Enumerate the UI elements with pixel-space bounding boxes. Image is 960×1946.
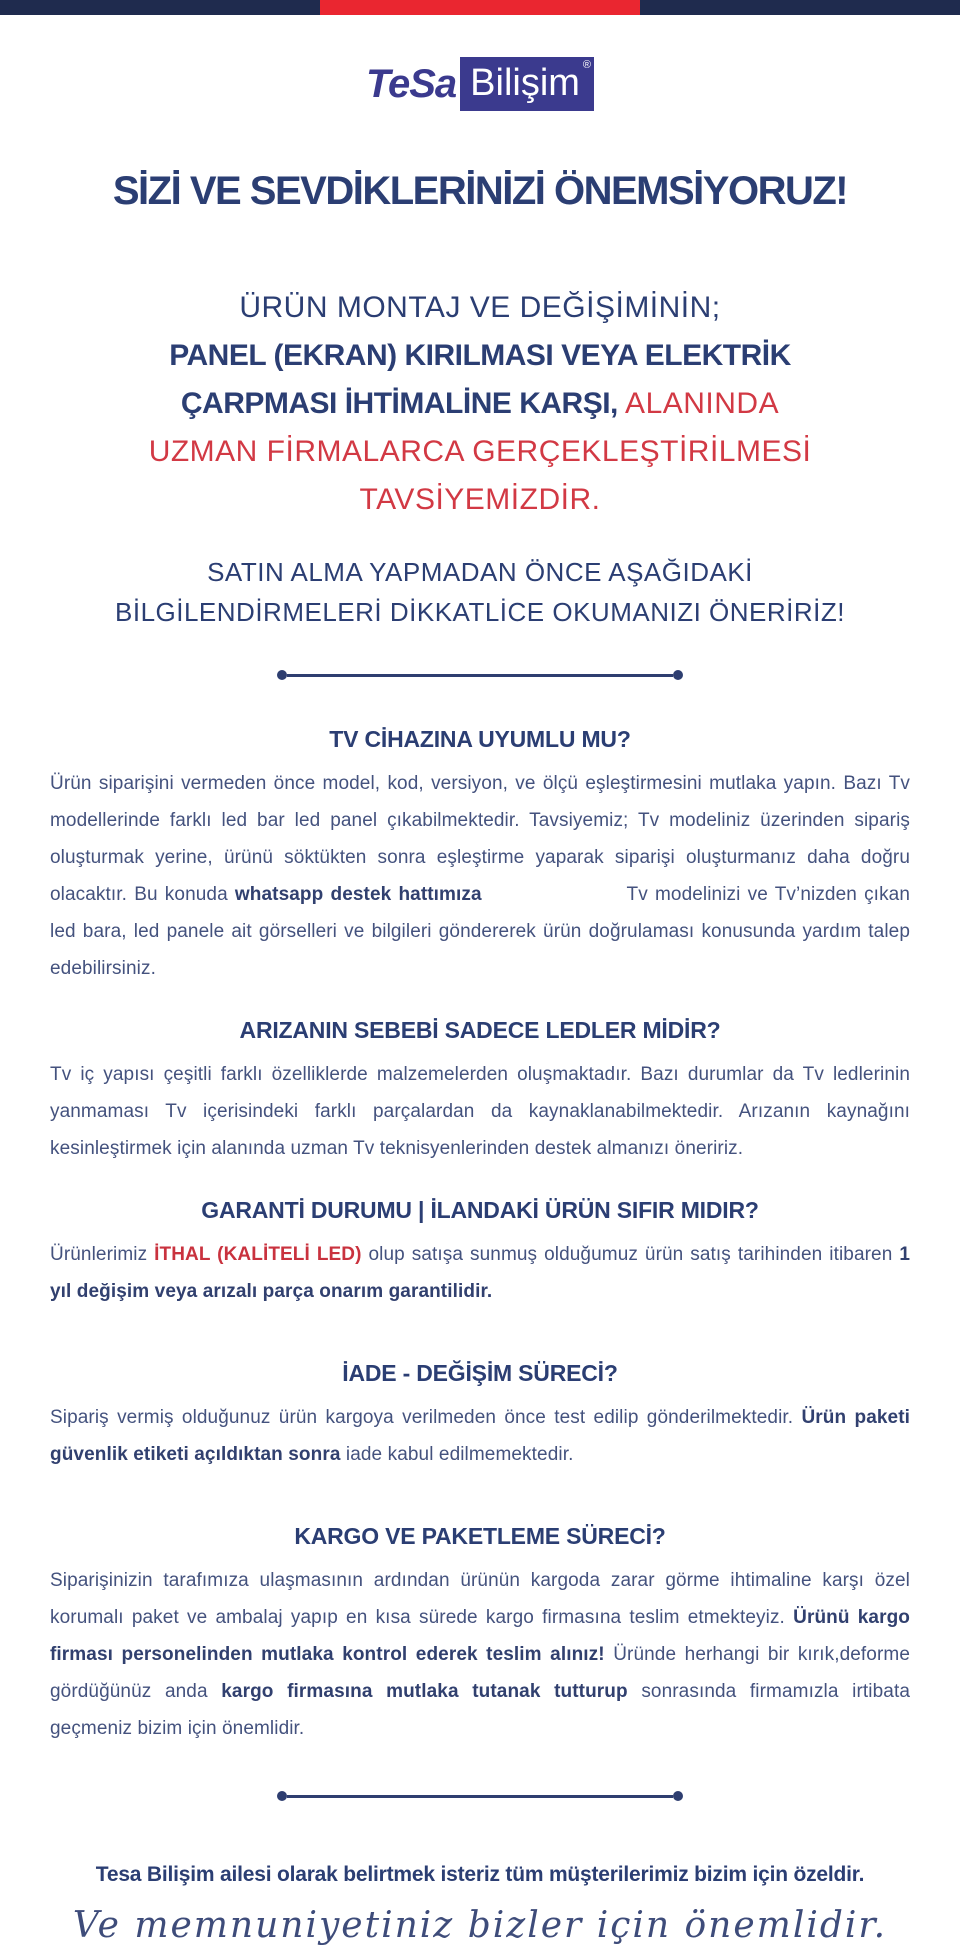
damage-report-bold-text: kargo firmasına mutlaka tutanak tutturup [221,1681,628,1702]
body-text: olup satışa sunmuş olduğumuz ürün satış tarihinden itibaren [361,1244,900,1265]
ithal-kaliteli-led-red-text: İTHAL (KALİTELİ LED) [154,1244,362,1265]
brand-logo-bilisim-text: Bilişim [470,62,580,104]
page-title: SİZİ VE SEVDİKLERİNİZİ ÖNEMSİYORUZ! [112,169,848,213]
inspect-delivery-bold-text: Ürünü kargo firması personelinden mutlaka kontrol ederek teslim alınız! [50,1607,910,1665]
hero-subtitle-line3-red: ALANINDA [617,387,780,420]
body-text: Tv modelinizi ve Tv’nizden çıkan led bara, led panele ait görselleri ve bilgileri göndererek ürün doğrulaması konusunda yardım talep edebilirsiniz. [50,884,910,979]
hero-subtitle-line4: UZMAN FİRMALARCA GERÇEKLEŞTİRİLMESİ [148,435,812,468]
body-text: Siparişinizin tarafımıza ulaşmasının ardından ürünün kargoda zarar görme ihtimaline karşı özel korumalı paket ve ambalaj yapıp en kısa sürede kargo firmasına teslim etmekteyiz. [50,1570,910,1628]
warranty-bold-text: 1 yıl değişim veya arızalı parça onarım garantilidir. [50,1244,910,1302]
divider-line [287,1795,673,1798]
footer-signature-script: Ve memnuniyetiniz bizler için önemlidir. [72,1905,888,1946]
hero-subtitle [0,284,960,524]
divider-dot-left [277,1791,287,1801]
section-divider [277,670,683,680]
security-seal-bold-text: Ürün paketi güvenlik etiketi açıldıktan sonra [50,1407,911,1465]
pre-purchase-notice-line2: BİLGİLENDİRMELERİ DİKKATLİCE OKUMANIZI ÖNERİRİZ! [115,597,845,627]
registered-trademark-icon: ® [582,59,591,71]
top-accent-bar [0,0,960,15]
section-heading-tv-uyumlu: TV CİHAZINA UYUMLU MU? [329,726,631,752]
pre-purchase-notice-line1: SATIN ALMA YAPMADAN ÖNCE AŞAĞIDAKİ [207,557,753,587]
body-text: Sipariş vermiş olduğunuz ürün kargoya verilmeden önce test edilip gönderilmektedir. [50,1407,802,1428]
section-divider [277,1791,683,1801]
divider-line [287,674,673,677]
body-text: Tv iç yapısı çeşitli farklı özelliklerde malzemelerden oluşmaktadır. Bazı durumlar da Tv ledlerinin yanmaması Tv içerisindeki farklı parçalardan da kaynaklanabilmektedir. Arızanın kaynağını kesinleştirmek için alanında uzman Tv teknisyenlerinden destek almanızı öneririz. [50,1064,910,1159]
body-text: Ürünlerimiz [50,1244,155,1265]
brand-logo-bilisim-box [460,57,594,111]
divider-dot-right [673,670,683,680]
section-body-garanti [50,1236,910,1310]
whatsapp-support-bold-text: whatsapp destek hattımıza [234,884,482,905]
hero-subtitle-line5: TAVSİYEMİZDİR. [359,483,601,516]
top-accent-bar-red-segment [320,0,641,15]
footer-statement: Tesa Bilişim ailesi olarak belirtmek isteriz tüm müşterilerimiz bizim için özeldir. [95,1863,865,1886]
hero-subtitle-line2: PANEL (EKRAN) KIRILMASI VEYA ELEKTRİK [169,339,791,372]
section-heading-garanti: GARANTİ DURUMU | İLANDAKİ ÜRÜN SIFIR MIDIR? [201,1197,759,1223]
section-body-iade [50,1399,910,1473]
section-heading-iade: İADE - DEĞİŞİM SÜRECİ? [342,1360,618,1386]
divider-dot-left [277,670,287,680]
body-text: sonrasında firmamızla irtibata geçmeniz bizim için önemlidir. [50,1681,910,1739]
section-body-kargo [50,1562,910,1747]
hero-subtitle-line1: ÜRÜN MONTAJ VE DEĞİŞİMİNİN; [239,291,721,324]
divider-dot-right [673,1791,683,1801]
body-text: Üründe herhangi bir kırık,deforme gördüğünüz anda [50,1644,910,1702]
brand-logo-tesa-text: TeSa [366,61,457,106]
pre-purchase-notice [0,552,960,632]
body-text: iade kabul edilmemektedir. [340,1444,574,1465]
hero-subtitle-line3-bold: ÇARPMASI İHTİMALİNE KARŞI, [180,387,618,420]
section-heading-ariza-sebebi: ARIZANIN SEBEBİ SADECE LEDLER MİDİR? [239,1017,721,1043]
hero-subtitle-line3 [0,380,960,428]
body-text: Ürün siparişini vermeden önce model, kod, versiyon, ve ölçü eşleştirmesini mutlaka yapın. Bazı Tv modellerinde farklı led bar led panel çıkabilmektedir. Tavsiyemiz; Tv modeliniz üzerinden sipariş oluşturmak yerine, ürünü söktükten sonra eşleştirme yaparak siparişi oluşturmanız daha doğru olacaktır. Bu konuda [50,773,910,905]
brand-logo [0,57,960,111]
section-heading-kargo: KARGO VE PAKETLEME SÜRECİ? [294,1523,666,1549]
section-body-ariza-sebebi [50,1056,910,1167]
section-body-tv-uyumlu [50,765,910,987]
